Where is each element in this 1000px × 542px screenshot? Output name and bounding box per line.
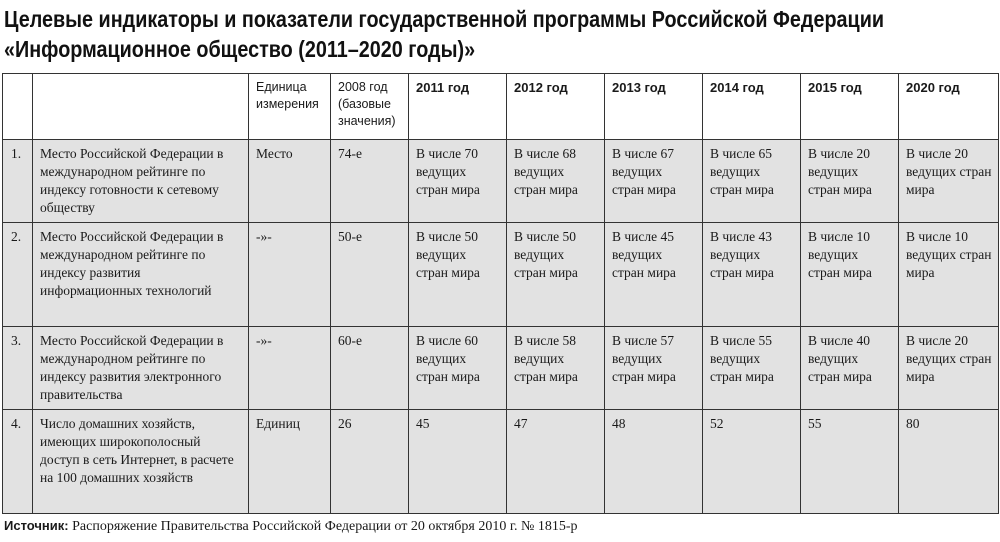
cell-2013: В числе 57 ведущих стран мира — [605, 327, 703, 410]
source-label: Источник: — [4, 518, 69, 533]
table-row — [3, 223, 999, 327]
cell-2020: 80 — [899, 410, 999, 514]
header-num — [3, 74, 33, 140]
header-2011: 2011 год — [409, 74, 507, 140]
source-note — [4, 516, 996, 537]
cell-indicator: Число домашних хозяйств, имеющих широкополосный доступ в сеть Интернет, в расчете на 100 домашних хозяйств — [33, 410, 249, 514]
cell-2015: 55 — [801, 410, 899, 514]
cell-indicator: Место Российской Федерации в международном рейтинге по индексу развития информационных технологий — [33, 223, 249, 327]
cell-2014: В числе 55 ведущих стран мира — [703, 327, 801, 410]
table-header-row — [3, 74, 999, 140]
cell-2008: 60-е — [331, 327, 409, 410]
cell-indicator: Место Российской Федерации в международном рейтинге по индексу готовности к сетевому обществу — [33, 140, 249, 223]
cell-unit: -»- — [249, 327, 331, 410]
header-2012: 2012 год — [507, 74, 605, 140]
header-indicator — [33, 74, 249, 140]
cell-unit: Место — [249, 140, 331, 223]
cell-2020: В числе 10 ведущих стран мира — [899, 223, 999, 327]
cell-2012: 47 — [507, 410, 605, 514]
source-text: Распоряжение Правительства Российской Федерации от 20 октября 2010 г. № 1815-р — [72, 519, 578, 534]
cell-2011: В числе 70 ведущих стран мира — [409, 140, 507, 223]
header-2013: 2013 год — [605, 74, 703, 140]
table-row — [3, 327, 999, 410]
cell-2015: В числе 40 ведущих стран мира — [801, 327, 899, 410]
indicators-table — [2, 73, 999, 514]
cell-num: 2. — [3, 223, 33, 327]
cell-2008: 26 — [331, 410, 409, 514]
cell-2011: 45 — [409, 410, 507, 514]
cell-2011: В числе 60 ведущих стран мира — [409, 327, 507, 410]
cell-2013: 48 — [605, 410, 703, 514]
cell-2008: 74-е — [331, 140, 409, 223]
cell-2014: 52 — [703, 410, 801, 514]
cell-2008: 50-е — [331, 223, 409, 327]
table-row — [3, 140, 999, 223]
cell-2014: В числе 65 ведущих стран мира — [703, 140, 801, 223]
page-title — [4, 4, 885, 64]
cell-2012: В числе 50 ведущих стран мира — [507, 223, 605, 327]
header-unit: Единица измерения — [249, 74, 331, 140]
title-line-2: «Информационное общество (2011–2020 годы)» — [4, 36, 476, 62]
cell-num: 3. — [3, 327, 33, 410]
cell-2020: В числе 20 ведущих стран мира — [899, 327, 999, 410]
cell-2020: В числе 20 ведущих стран мира — [899, 140, 999, 223]
cell-2013: В числе 67 ведущих стран мира — [605, 140, 703, 223]
cell-unit: -»- — [249, 223, 331, 327]
title-line-1: Целевые индикаторы и показатели государственной программы Российской Федерации — [4, 6, 885, 32]
cell-indicator: Место Российской Федерации в международном рейтинге по индексу развития электронного правительства — [33, 327, 249, 410]
header-2015: 2015 год — [801, 74, 899, 140]
cell-unit: Единиц — [249, 410, 331, 514]
cell-2015: В числе 20 ведущих стран мира — [801, 140, 899, 223]
header-2008: 2008 год (базовые значения) — [331, 74, 409, 140]
cell-2012: В числе 58 ведущих стран мира — [507, 327, 605, 410]
cell-2014: В числе 43 ведущих стран мира — [703, 223, 801, 327]
header-2014: 2014 год — [703, 74, 801, 140]
header-2020: 2020 год — [899, 74, 999, 140]
cell-2011: В числе 50 ведущих стран мира — [409, 223, 507, 327]
table-row — [3, 410, 999, 514]
cell-num: 1. — [3, 140, 33, 223]
cell-2012: В числе 68 ведущих стран мира — [507, 140, 605, 223]
cell-num: 4. — [3, 410, 33, 514]
cell-2015: В числе 10 ведущих стран мира — [801, 223, 899, 327]
cell-2013: В числе 45 ведущих стран мира — [605, 223, 703, 327]
